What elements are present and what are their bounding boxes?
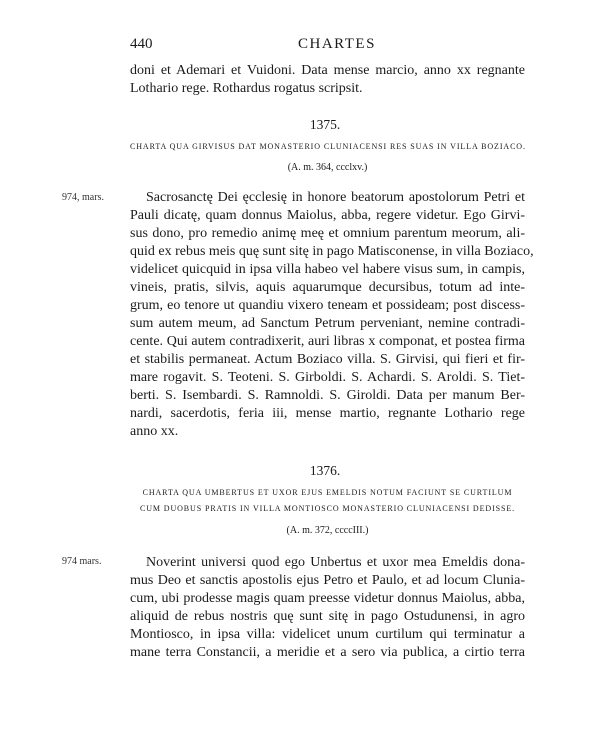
charter-number: 1376. <box>309 463 341 478</box>
text-line: Montiosco, in ipsa villa: videlicet unum curtilum qui terminatur a <box>130 627 525 642</box>
text-line: sum autem meum, ad Sanctum Petrum perveniant, nemine contradi- <box>130 316 525 331</box>
text-line: Sacrosanctę Dei ęcclesię in honore beatorum apostolorum Petri et <box>146 190 525 205</box>
text-line: Noverint universi quod ego Unbertus et uxor mea Emeldis dona- <box>146 555 525 570</box>
text-line: mare rogavit. S. Teoteni. S. Girboldi. S. Achardi. S. Aroldi. S. Tiet- <box>130 370 525 385</box>
text-line: vineis, pratis, silvis, aquis aquarumque decursibus, totum ad inte- <box>130 280 525 295</box>
page-number: 440 <box>130 36 153 52</box>
text-line: quid ex rebus meis quę sunt sitę in pago Matisconense, in villa Boziaco, <box>130 244 534 259</box>
text-line: anno xx. <box>130 424 179 439</box>
text-line: grum, eo tenore ut quandiu vixero teneam et possideam; post discess- <box>130 298 525 313</box>
charter-date: (A. m. 372, ccccIII.) <box>286 525 369 536</box>
margin-date: 974 mars. <box>62 556 102 567</box>
text-line: aliquid de rebus nostris quę sunt sitę in pago Ostudunensi, in agro <box>130 609 525 624</box>
text-line: Pauli dicatę, quam donnus Maiolus, abba, regere videtur. Ego Girvi- <box>130 208 525 223</box>
carryover-line: Lothario rege. Rothardus rogatus scripsit. <box>130 81 363 96</box>
text-line: et stabilis permaneat. Actum Boziaco villa. S. Girvisi, qui fieri et fir- <box>130 352 525 367</box>
text-line: cum, ubi prodesse magis quam preesse videtur donnus Maiolus, abba, <box>130 591 525 606</box>
carryover-line: doni et Ademari et Vuidoni. Data mense marcio, anno xx regnante <box>130 63 525 78</box>
charter-rubric: CHARTA QUA UMBERTUS ET UXOR EJUS EMELDIS NOTUM FACIUNT SE CURTILUM <box>142 488 513 497</box>
text-line: sus dono, pro remedio animę meę et omnium parentum meorum, ali- <box>130 226 525 241</box>
running-head <box>0 36 590 56</box>
margin-date: 974, mars. <box>62 192 104 203</box>
charter-rubric: CUM DUOBUS PRATIS IN VILLA MONTIOSCO MONASTERIO CLUNIACENSI DEDISSE. <box>139 504 516 513</box>
text-line: mane terra Constancii, a meridie et a sero via publica, a cirtio terra <box>130 645 525 660</box>
charter-rubric: CHARTA QUA GIRVISUS DAT MONASTERIO CLUNIACENSI RES SUAS IN VILLA BOZIACO. <box>130 142 526 151</box>
text-line: berti. S. Isembardi. S. Ramnoldi. S. Giroldi. Data per manum Ber- <box>130 388 525 403</box>
text-line: videlicet quicquid in ipsa villa habeo vel habere visus sum, in campis, <box>130 262 525 277</box>
text-line: mus Deo et sanctis apostolis ejus Petro et Paulo, et ad locum Clunia- <box>130 573 525 588</box>
running-title: CHARTES <box>298 36 376 52</box>
charter-number: 1375. <box>309 117 341 132</box>
charter-date: (A. m. 364, ccclxv.) <box>287 162 368 173</box>
text-line: nardi, sacerdotis, feria iii, mense martio, regnante Lothario rege <box>130 406 525 421</box>
text-line: cente. Qui autem contradixerit, auri libras x componat, et postea firma <box>130 334 525 349</box>
